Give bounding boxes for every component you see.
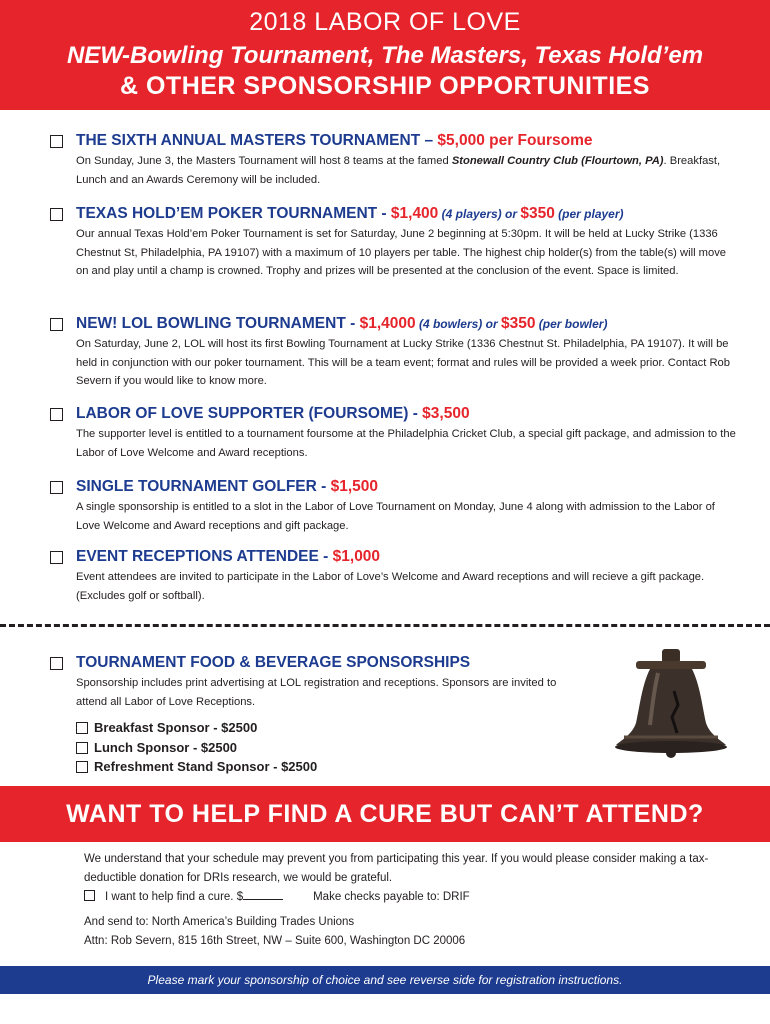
option-description: A single sponsorship is entitled to a slot in the Labor of Love Tournament on Monday, June 4 along with admission to the Labor of Love Welcome and Award receptions and gift package. — [76, 501, 715, 532]
breakfast-sponsor-option[interactable]: Breakfast Sponsor - $2500 — [76, 718, 317, 738]
option-note: (4 players) or — [438, 207, 521, 221]
option-note: (4 bowlers) or — [415, 317, 501, 331]
option-description: On Saturday, June 2, LOL will host its first Bowling Tournament at Lucky Strike (1336 Chestnut St. Philadelphia, PA 19107). It will be held in conjunction with our poker tournament. This will be a team event; format and rules will be provided a week prior. Contact Rob Severn if you would like to know more. — [76, 338, 730, 387]
option-description: On Sunday, June 3, the Masters Tournament will host 8 teams at the famed Stonewall Country Club (Flourtown, PA). Breakfast, Lunch and an Awards Ceremony will be included. — [76, 155, 721, 186]
lunch-sponsor-option[interactable]: Lunch Sponsor - $2500 — [76, 738, 317, 758]
option-price: $1,000 — [332, 548, 381, 565]
donation-message: We understand that your schedule may prevent you from participating this year. If you would please consider making a tax-deductible donation for DRIs research, we would be grateful. — [84, 853, 709, 884]
header-year-title: 2018 LABOR OF LOVE — [249, 8, 521, 36]
cut-line-divider — [0, 624, 770, 627]
venue-name: Stonewall Country Club (Flourtown, PA) — [451, 155, 664, 167]
option-title: EVENT RECEPTIONS ATTENDEE - — [76, 548, 333, 565]
option-price: $1,500 — [330, 478, 379, 495]
payable-to: Make checks payable to: DRIF — [313, 891, 470, 903]
option-description: Sponsorship includes print advertising at LOL registration and receptions. Sponsors are invited to attend all Labor of Love Receptions. — [76, 677, 557, 708]
option-description: The supporter level is entitled to a tournament foursome at the Philadelphia Cricket Club, a special gift package, and admission to the Labor of Love Welcome and Award receptions. — [76, 428, 736, 459]
option-title: TOURNAMENT FOOD & BEVERAGE SPONSORSHIPS — [76, 654, 471, 671]
option-description: Our annual Texas Hold’em Poker Tournament is set for Saturday, June 2 beginning at 5:30pm. It will be held at Lucky Strike (1336 Chestnut St, Philadelphia, PA 19107) with a maximum of 10 players per table. The highest chip holder(s) from the table(s) will move on and play until a champ is crowned. Trophy and prizes will be presented at the conclusion of the event. Space is limited. — [76, 228, 727, 277]
send-to-line: And send to: North America’s Building Trades Unions — [84, 916, 355, 928]
option-title: TEXAS HOLD’EM POKER TOURNAMENT - — [76, 205, 391, 222]
bowling-checkbox[interactable] — [50, 318, 63, 331]
lunch-checkbox[interactable] — [76, 742, 88, 754]
header-events-title: NEW-Bowling Tournament, The Masters, Texas Hold’em — [66, 42, 704, 69]
option-price: $1,4000 — [359, 315, 416, 332]
food-beverage-checkbox[interactable] — [50, 657, 63, 670]
attention-line: Attn: Rob Severn, 815 16th Street, NW – Suite 600, Washington DC 20006 — [84, 934, 466, 947]
reception-checkbox[interactable] — [50, 551, 63, 564]
option-title: NEW! LOL BOWLING TOURNAMENT - — [76, 315, 360, 332]
food-beverage-option — [50, 654, 590, 711]
donation-pledge-line — [84, 890, 470, 903]
footer-instructions: Please mark your sponsorship of choice and see reverse side for registration instructions. — [0, 966, 770, 994]
option-note-2: (per bowler) — [535, 317, 608, 331]
masters-checkbox[interactable] — [50, 135, 63, 148]
single-golfer-option — [50, 478, 740, 535]
pledge-label: I want to help find a cure. $ — [105, 891, 244, 903]
option-title: THE SIXTH ANNUAL MASTERS TOURNAMENT – — [76, 132, 438, 149]
bowling-tournament-option — [50, 315, 740, 391]
food-sponsor-list — [76, 718, 317, 777]
reception-attendee-option — [50, 548, 740, 605]
supporter-option — [50, 405, 740, 462]
refreshment-checkbox[interactable] — [76, 761, 88, 773]
option-title: SINGLE TOURNAMENT GOLFER - — [76, 478, 331, 495]
option-price: $3,500 — [422, 405, 470, 422]
poker-checkbox[interactable] — [50, 208, 63, 221]
option-description: Event attendees are invited to participate in the Labor of Love’s Welcome and Award receptions and will recieve a gift package. (Excludes golf or softball). — [76, 571, 705, 602]
donation-amount-field[interactable] — [243, 899, 283, 900]
single-golfer-checkbox[interactable] — [50, 481, 63, 494]
poker-tournament-option — [50, 205, 740, 281]
option-price-2: $350 — [520, 205, 555, 222]
breakfast-checkbox[interactable] — [76, 722, 88, 734]
refreshment-sponsor-option[interactable]: Refreshment Stand Sponsor - $2500 — [76, 757, 317, 777]
option-price: $5,000 — [437, 132, 485, 149]
mailing-address — [84, 913, 465, 950]
header-banner — [0, 0, 770, 110]
masters-tournament-option — [50, 132, 740, 189]
liberty-bell-icon — [606, 645, 736, 760]
option-title: LABOR OF LOVE SUPPORTER (FOURSOME) - — [76, 405, 423, 422]
option-price-2: $350 — [500, 315, 536, 332]
header-sponsorship-title: & OTHER SPONSORSHIP OPPORTUNITIES — [119, 72, 650, 100]
option-note-2: (per player) — [554, 207, 624, 221]
option-price: $1,400 — [390, 205, 439, 222]
supporter-checkbox[interactable] — [50, 408, 63, 421]
donation-checkbox[interactable] — [84, 890, 95, 901]
donation-banner: WANT TO HELP FIND A CURE BUT CAN’T ATTEND? — [0, 786, 770, 842]
option-price-suffix: per Foursome — [484, 132, 593, 149]
